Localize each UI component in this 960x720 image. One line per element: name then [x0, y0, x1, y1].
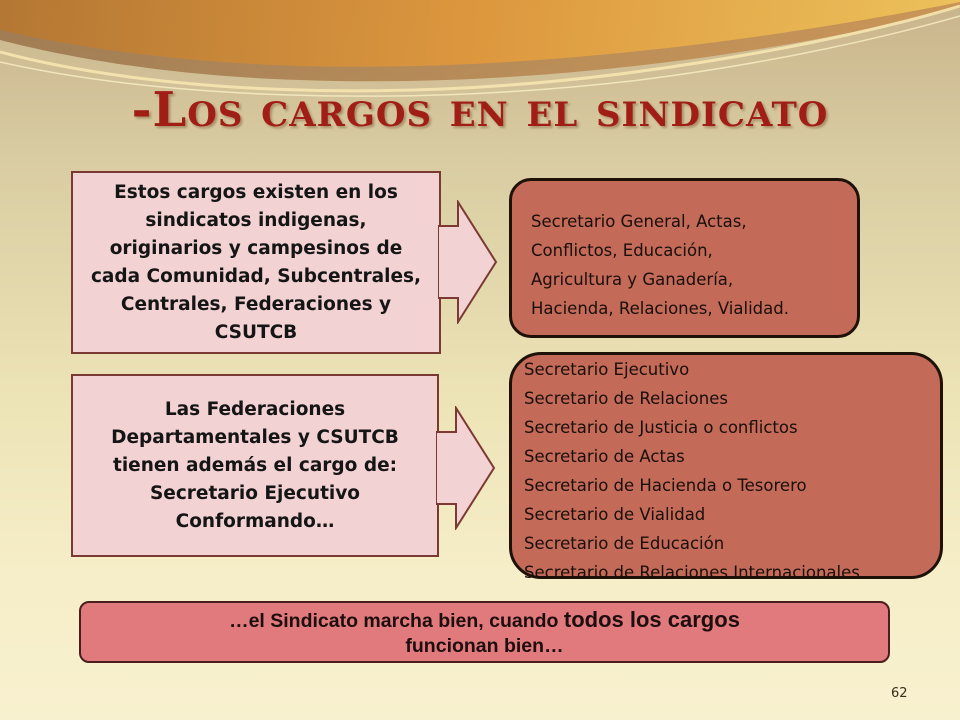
callout-line: originarios y campesinos de — [109, 237, 403, 259]
cargo-line: Secretario General, Actas, — [531, 212, 747, 231]
cargo-line: Secretario de Relaciones Internacionales — [524, 563, 860, 582]
callout-line: CSUTCB — [214, 321, 298, 343]
cargo-line: Hacienda, Relaciones, Vialidad. — [531, 299, 789, 318]
callout-line: Estos cargos existen en los — [114, 181, 398, 203]
bottom-note-line-2: funcionan bien… — [405, 635, 564, 657]
bottom-note-text: …el Sindicato marcha bien, cuando — [229, 610, 564, 632]
bottom-note — [79, 601, 890, 663]
callout-federaciones — [71, 374, 439, 557]
cargo-line: Secretario de Relaciones — [524, 389, 728, 408]
cargo-line: Secretario de Justicia o conflictos — [524, 418, 798, 437]
callout-line: Las Federaciones — [164, 398, 346, 420]
arrow-right-icon — [438, 200, 500, 324]
arrow-right-icon — [436, 406, 498, 530]
callout-cargos-existen — [71, 171, 441, 354]
callout-text — [111, 396, 399, 536]
callout-line: Secretario Ejecutivo — [149, 482, 361, 504]
cargo-line: Conflictos, Educación, — [531, 241, 713, 260]
cargo-line: Secretario Ejecutivo — [524, 360, 690, 379]
callout-text — [91, 179, 421, 347]
callout-line: Centrales, Federaciones y — [120, 293, 392, 315]
callout-line: Conformando… — [175, 510, 335, 532]
cargo-line: Agricultura y Ganadería, — [531, 270, 734, 289]
page-number: 62 — [891, 686, 908, 701]
cargos-list-general — [509, 178, 860, 338]
bottom-note-line-1 — [81, 607, 888, 634]
callout-line: cada Comunidad, Subcentrales, — [90, 265, 422, 287]
callout-line: sindicatos indigenas, — [145, 209, 367, 231]
cargo-line: Secretario de Actas — [524, 447, 685, 466]
cargo-line: Secretario de Educación — [524, 534, 725, 553]
slide-title: -Los cargos en el sindicato — [131, 82, 829, 138]
callout-line: Departamentales y CSUTCB — [111, 426, 399, 448]
callout-line: tienen además el cargo de: — [112, 454, 398, 476]
cargo-line: Secretario de Vialidad — [524, 505, 706, 524]
cargos-list-federaciones — [509, 352, 943, 582]
bottom-note-emphasis: todos los cargos — [563, 607, 740, 632]
cargo-line: Secretario de Hacienda o Tesorero — [524, 476, 807, 495]
